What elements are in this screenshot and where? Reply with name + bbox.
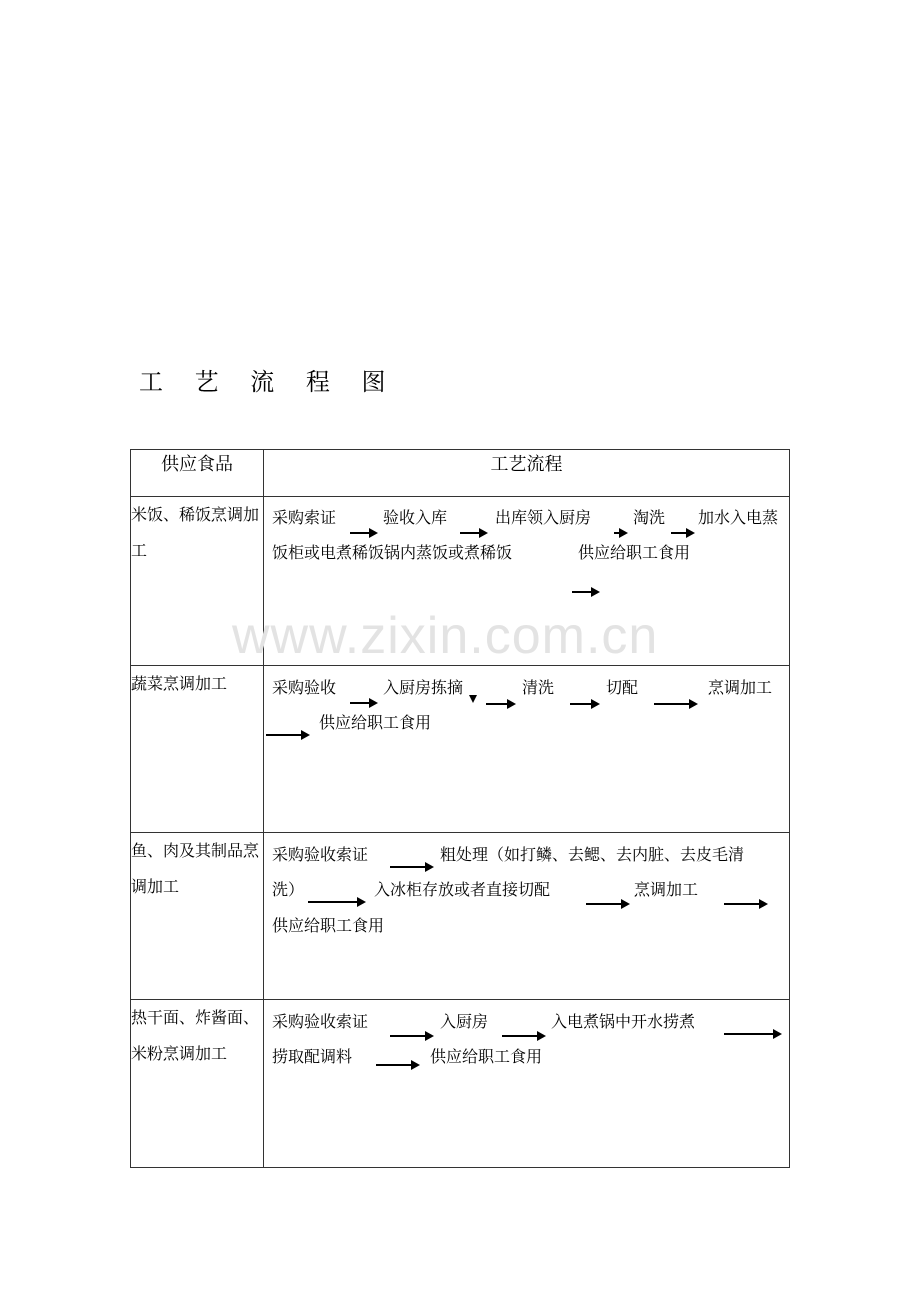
- arrow-icon: [671, 532, 693, 534]
- arrow-icon: [614, 532, 626, 534]
- step-text: 入电煮锅中开水捞煮: [551, 1012, 696, 1031]
- header-process: 工艺流程: [264, 450, 790, 497]
- step-text: 清洗: [522, 678, 555, 697]
- arrow-icon: [572, 591, 598, 593]
- table-row: [131, 666, 790, 833]
- arrow-icon: [350, 532, 376, 534]
- step-text: 供应给职工食用: [578, 543, 691, 562]
- arrow-icon: [724, 903, 766, 905]
- step-text: 采购验收索证: [272, 1012, 369, 1031]
- process-cell: [264, 1000, 790, 1168]
- arrow-icon: [586, 903, 628, 905]
- table-row: [131, 833, 790, 1000]
- step-text: 入厨房: [440, 1012, 489, 1031]
- arrow-icon: [390, 1035, 432, 1037]
- arrow-icon: [376, 1064, 418, 1066]
- step-text: 入厨房拣摘: [383, 678, 464, 697]
- arrow-icon: [486, 703, 514, 705]
- page-title: 工 艺 流 程 图: [139, 368, 398, 396]
- step-text: 采购验收索证: [272, 845, 369, 864]
- food-name: 米饭、稀饭烹调加工: [131, 497, 264, 666]
- arrow-icon: [350, 702, 376, 704]
- step-text: 验收入库: [383, 508, 448, 527]
- arrow-icon: [654, 703, 696, 705]
- header-food: 供应食品: [131, 450, 264, 497]
- step-text: 出库领入厨房: [495, 508, 592, 527]
- step-text: 烹调加工: [634, 880, 699, 899]
- step-text: 采购索证: [272, 508, 337, 527]
- process-cell: [264, 833, 790, 1000]
- step-text: 淘洗: [633, 508, 666, 527]
- arrow-icon: [724, 1033, 780, 1035]
- step-text: 粗处理（如打鳞、去鳃、去内脏、去皮毛清: [440, 845, 745, 864]
- arrow-icon: [390, 866, 432, 868]
- step-text: 烹调加工: [708, 678, 773, 697]
- arrow-icon: [460, 532, 486, 534]
- step-text: 切配: [606, 678, 639, 697]
- food-name: 热干面、炸酱面、米粉烹调加工: [131, 1000, 264, 1168]
- table-row: [131, 1000, 790, 1168]
- arrow-icon: [502, 1035, 544, 1037]
- arrow-icon: [570, 703, 598, 705]
- step-text: 洗）: [272, 880, 305, 899]
- arrow-icon: [266, 734, 308, 736]
- step-text: 捞取配调料: [272, 1047, 353, 1066]
- arrow-icon: [308, 901, 364, 903]
- step-text: 供应给职工食用: [272, 916, 385, 935]
- table-header-row: [131, 450, 790, 497]
- food-name: 蔬菜烹调加工: [131, 666, 264, 833]
- step-text: 饭柜或电煮稀饭锅内蒸饭或煮稀饭: [272, 543, 513, 562]
- down-arrow-icon: [469, 695, 477, 703]
- step-text: 供应给职工食用: [319, 713, 432, 732]
- process-table: [130, 449, 790, 1168]
- step-text: 加水入电蒸: [698, 508, 779, 527]
- step-text: 采购验收: [272, 678, 337, 697]
- process-cell: [264, 666, 790, 833]
- watermark: www.zixin.com.cn: [232, 607, 659, 665]
- food-name: 鱼、肉及其制品烹调加工: [131, 833, 264, 1000]
- step-text: 入冰柜存放或者直接切配: [374, 880, 551, 899]
- step-text: 供应给职工食用: [430, 1047, 543, 1066]
